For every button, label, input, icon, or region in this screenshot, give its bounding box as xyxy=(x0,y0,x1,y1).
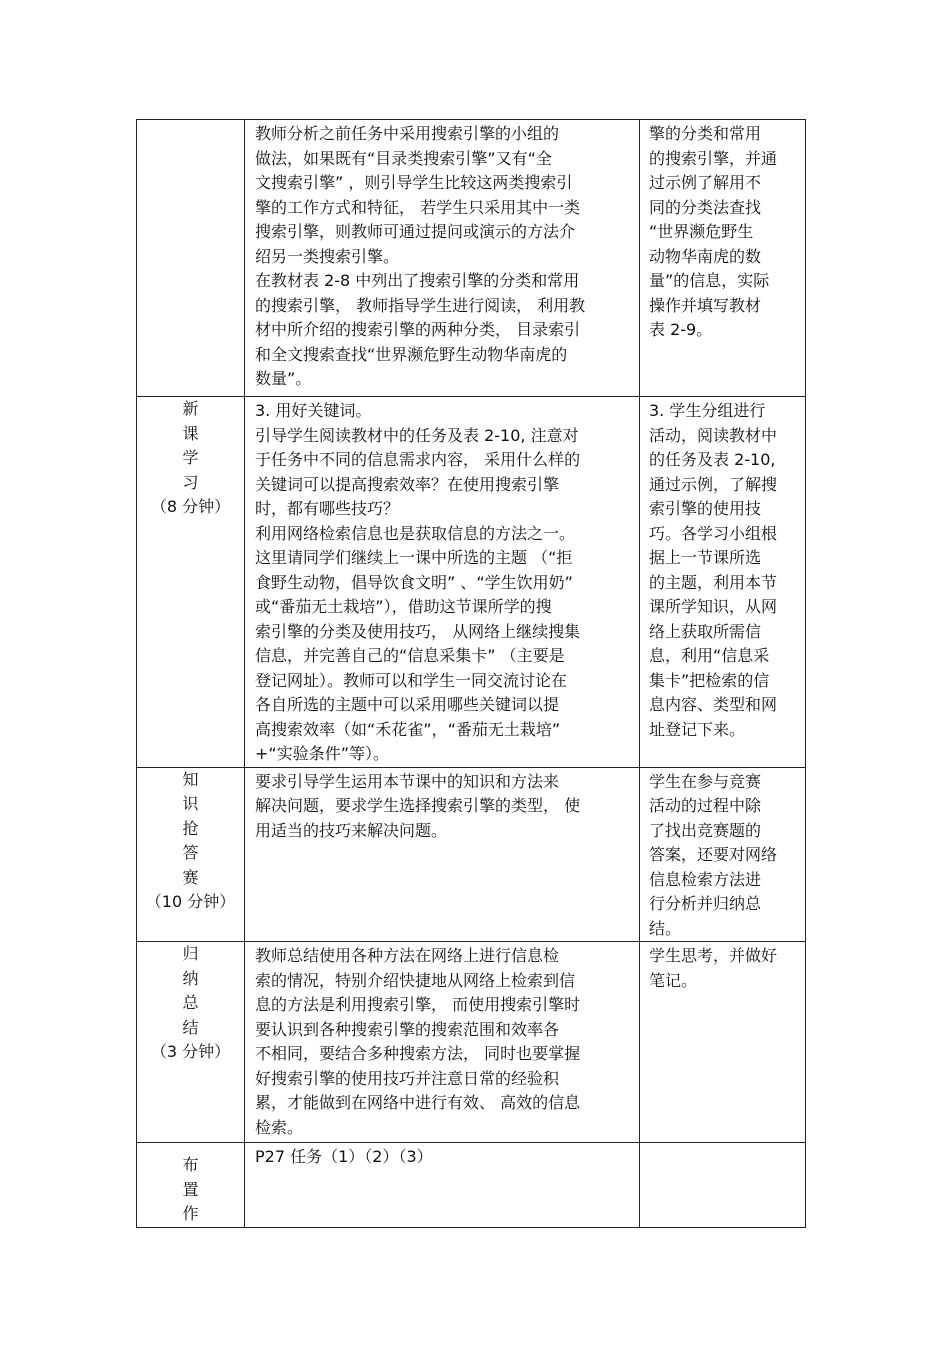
teacher-activity-cell xyxy=(245,942,640,1143)
teacher-activity-line: 做法，如果既有“目录类搜索引擎”又有“全 xyxy=(255,148,552,168)
stage-label-char: （10 分钟） xyxy=(145,892,236,911)
teacher-activity-line: 关键词可以提高搜索效率？在使用搜索引擎 xyxy=(255,474,560,494)
teacher-activity-cell xyxy=(245,397,640,768)
student-activity-line: 3. 学生分组进行 xyxy=(649,401,766,420)
teacher-activity-line: 好搜索引擎的使用技巧并注意日常的经验积 xyxy=(255,1068,560,1088)
student-activity-line: 索引擎的使用技 xyxy=(649,499,762,518)
student-activity-cell xyxy=(640,942,806,1143)
teacher-activity-line: P27 任务（1）（2）（3） xyxy=(255,1147,433,1166)
stage-label xyxy=(137,768,244,915)
student-activity-line: 的主题，利用本节 xyxy=(649,572,778,592)
stage-label xyxy=(137,397,244,520)
student-activity-line: 络上获取所需信 xyxy=(649,621,762,641)
teacher-activity-cell xyxy=(245,767,640,942)
student-activity-line: 答案，还要对网络 xyxy=(649,845,778,864)
stage-label-char: 识 xyxy=(182,794,199,813)
stage-label-char: 答 xyxy=(182,843,199,862)
lesson-plan-table xyxy=(136,119,806,1228)
student-activity-cell xyxy=(640,120,806,397)
student-activity-line: 结。 xyxy=(649,918,682,938)
student-activity-cell xyxy=(640,397,806,768)
stage-label xyxy=(137,1143,244,1227)
teacher-activity-line: 3. 用好关键词。 xyxy=(255,401,372,420)
teacher-activity-line: 引导学生阅读教材中的任务及表 2-10, 注意对 xyxy=(255,425,579,445)
teacher-activity-line: 或“番茄无土栽培”），借助这节课所学的搜 xyxy=(255,597,552,616)
table-body xyxy=(137,120,806,1228)
student-activity-line: 的任务及表 2-10, xyxy=(649,450,776,469)
student-activity-line: 巧。各学习小组根 xyxy=(649,523,778,543)
teacher-activity-line: 绍另一类搜索引擎。 xyxy=(255,246,400,266)
teacher-activity-line: 各自所选的主题中可以采用哪些关键词以提 xyxy=(255,695,560,714)
teacher-activity-line: 在教材表 2-8 中列出了搜索引擎的分类和常用 xyxy=(255,271,580,290)
student-activity-line: 了找出竞赛题的 xyxy=(649,820,762,840)
stage-cell xyxy=(137,1143,245,1228)
student-activity-line: 集卡”把检索的信 xyxy=(649,670,770,690)
teacher-activity-line: 时，都有哪些技巧？ xyxy=(255,499,400,518)
stage-label-char: 学 xyxy=(182,448,199,467)
teacher-activity-line: 教师总结使用各种方法在网络上进行信息检 xyxy=(255,946,560,965)
teacher-activity-line: 索的情况，特别介绍快捷地从网络上检索到信 xyxy=(255,970,576,990)
student-activity-line: 擎的分类和常用 xyxy=(649,124,762,143)
student-activity-cell xyxy=(640,767,806,942)
student-activity-line: 的搜索引擎，并通 xyxy=(649,148,778,168)
teacher-activity-line: +“实验条件”等）。 xyxy=(255,744,389,763)
stage-label-char: 习 xyxy=(182,472,199,492)
table-row-quiz xyxy=(137,767,806,942)
teacher-activity-cell xyxy=(245,120,640,397)
teacher-activity-line: 检索。 xyxy=(255,1117,304,1137)
stage-label-char: 知 xyxy=(182,769,199,789)
stage-label-char: 结 xyxy=(182,1017,199,1037)
stage-label-char: 归 xyxy=(182,944,199,963)
student-activity-line: 活动，阅读教材中 xyxy=(649,425,778,445)
student-activity-line: 信息检索方法进 xyxy=(649,869,762,889)
student-activity-line: 表 2-9。 xyxy=(649,320,713,339)
student-activity-line: 息内容、类型和网 xyxy=(649,695,778,714)
student-activity-line: 操作并填写教材 xyxy=(649,295,762,315)
student-activity-line: 通过示例，了解搜 xyxy=(649,474,778,494)
teacher-activity-line: 索引擎的分类及使用技巧， 从网络上继续搜集 xyxy=(255,621,581,641)
student-activity-line: 址登记下来。 xyxy=(649,719,746,739)
stage-label-char: 新 xyxy=(182,399,199,418)
table-row-summary xyxy=(137,942,806,1143)
teacher-activity-line: 登记网址）。教师可以和学生一同交流讨论在 xyxy=(255,670,568,690)
teacher-activity-line: 材中所介绍的搜索引擎的两种分类， 目录索引 xyxy=(255,320,581,339)
student-activity-line: 学生思考，并做好 xyxy=(649,946,778,965)
teacher-activity-line: 擎的工作方式和特征， 若学生只采用其中一类 xyxy=(255,197,581,217)
teacher-activity-line: 的搜索引擎， 教师指导学生进行阅读， 利用教 xyxy=(255,295,586,315)
student-activity-line: 过示例了解用不 xyxy=(649,173,762,192)
stage-cell xyxy=(137,942,245,1143)
stage-label-char: 抢 xyxy=(182,818,199,838)
teacher-activity-line: 解决问题，要求学生选择搜索引擎的类型， 使 xyxy=(255,796,581,815)
teacher-activity-line: 搜索引擎，则教师可通过提问或演示的方法介 xyxy=(255,222,576,241)
stage-label-char: 总 xyxy=(182,993,199,1012)
student-activity-cell xyxy=(640,1143,806,1228)
teacher-activity-line: 利用网络检索信息也是获取信息的方法之一。 xyxy=(255,523,576,543)
student-activity-line: 活动的过程中除 xyxy=(649,796,762,815)
teacher-activity-line: 要求引导学生运用本节课中的知识和方法来 xyxy=(255,771,560,791)
teacher-activity-line: 息的方法是利用搜索引擎， 而使用搜索引擎时 xyxy=(255,995,581,1014)
stage-label-char: 纳 xyxy=(182,968,199,988)
teacher-activity-line: 累，才能做到在网络中进行有效、 高效的信息 xyxy=(255,1093,581,1112)
teacher-activity-line: 用适当的技巧来解决问题。 xyxy=(255,820,448,840)
teacher-activity-line: 高搜索效率（如“禾花雀”，“番茄无土栽培” xyxy=(255,719,561,739)
stage-cell xyxy=(137,397,245,768)
teacher-activity-line: 教师分析之前任务中采用搜索引擎的小组的 xyxy=(255,124,560,143)
teacher-activity-line: 数量”。 xyxy=(255,369,312,388)
stage-label-char: 课 xyxy=(182,423,199,443)
stage-cell xyxy=(137,120,245,397)
table-row-task-continued xyxy=(137,120,806,397)
student-activity-line: 学生在参与竞赛 xyxy=(649,771,762,791)
student-activity-line: 动物华南虎的数 xyxy=(649,246,762,266)
stage-label-char: 布 xyxy=(182,1155,199,1174)
student-activity-line: 据上一节课所选 xyxy=(649,548,762,567)
student-activity-line: 课所学知识，从网 xyxy=(649,597,778,616)
teacher-activity-line: 文搜索引擎” ，则引导学生比较这两类搜索引 xyxy=(255,173,573,192)
teacher-activity-line: 食野生动物，倡导饮食文明” 、“学生饮用奶” xyxy=(255,572,573,592)
stage-label-char: 置 xyxy=(182,1179,199,1199)
teacher-activity-cell xyxy=(245,1143,640,1228)
teacher-activity-line: 信息，并完善自己的“信息采集卡” （主要是 xyxy=(255,646,565,665)
student-activity-line: 息，利用“信息采 xyxy=(649,646,770,665)
stage-label-char: 作 xyxy=(182,1204,199,1223)
stage-label-char: （3 分钟） xyxy=(150,1042,231,1061)
teacher-activity-line: 和全文搜索查找“世界濒危野生动物华南虎的 xyxy=(255,344,568,364)
teacher-activity-line: 于任务中不同的信息需求内容， 采用什么样的 xyxy=(255,450,581,469)
stage-label xyxy=(137,942,244,1065)
teacher-activity-line: 这里请同学们继续上一课中所选的主题 （“拒 xyxy=(255,548,573,567)
stage-label-char: 赛 xyxy=(182,867,199,887)
student-activity-line: 笔记。 xyxy=(649,970,698,990)
student-activity-line: 行分析并归纳总 xyxy=(649,894,762,913)
table-row-new-lesson xyxy=(137,397,806,768)
student-activity-line: “世界濒危野生 xyxy=(649,222,754,241)
student-activity-line: 量”的信息，实际 xyxy=(649,271,770,290)
student-activity-line: 同的分类法查找 xyxy=(649,197,762,217)
table-row-homework xyxy=(137,1143,806,1228)
teacher-activity-line: 要认识到各种搜索引擎的搜索范围和效率各 xyxy=(255,1019,560,1039)
stage-label-char: （8 分钟） xyxy=(150,497,231,516)
teacher-activity-line: 不相同，要结合多种搜索方法， 同时也要掌握 xyxy=(255,1044,581,1063)
stage-cell xyxy=(137,767,245,942)
